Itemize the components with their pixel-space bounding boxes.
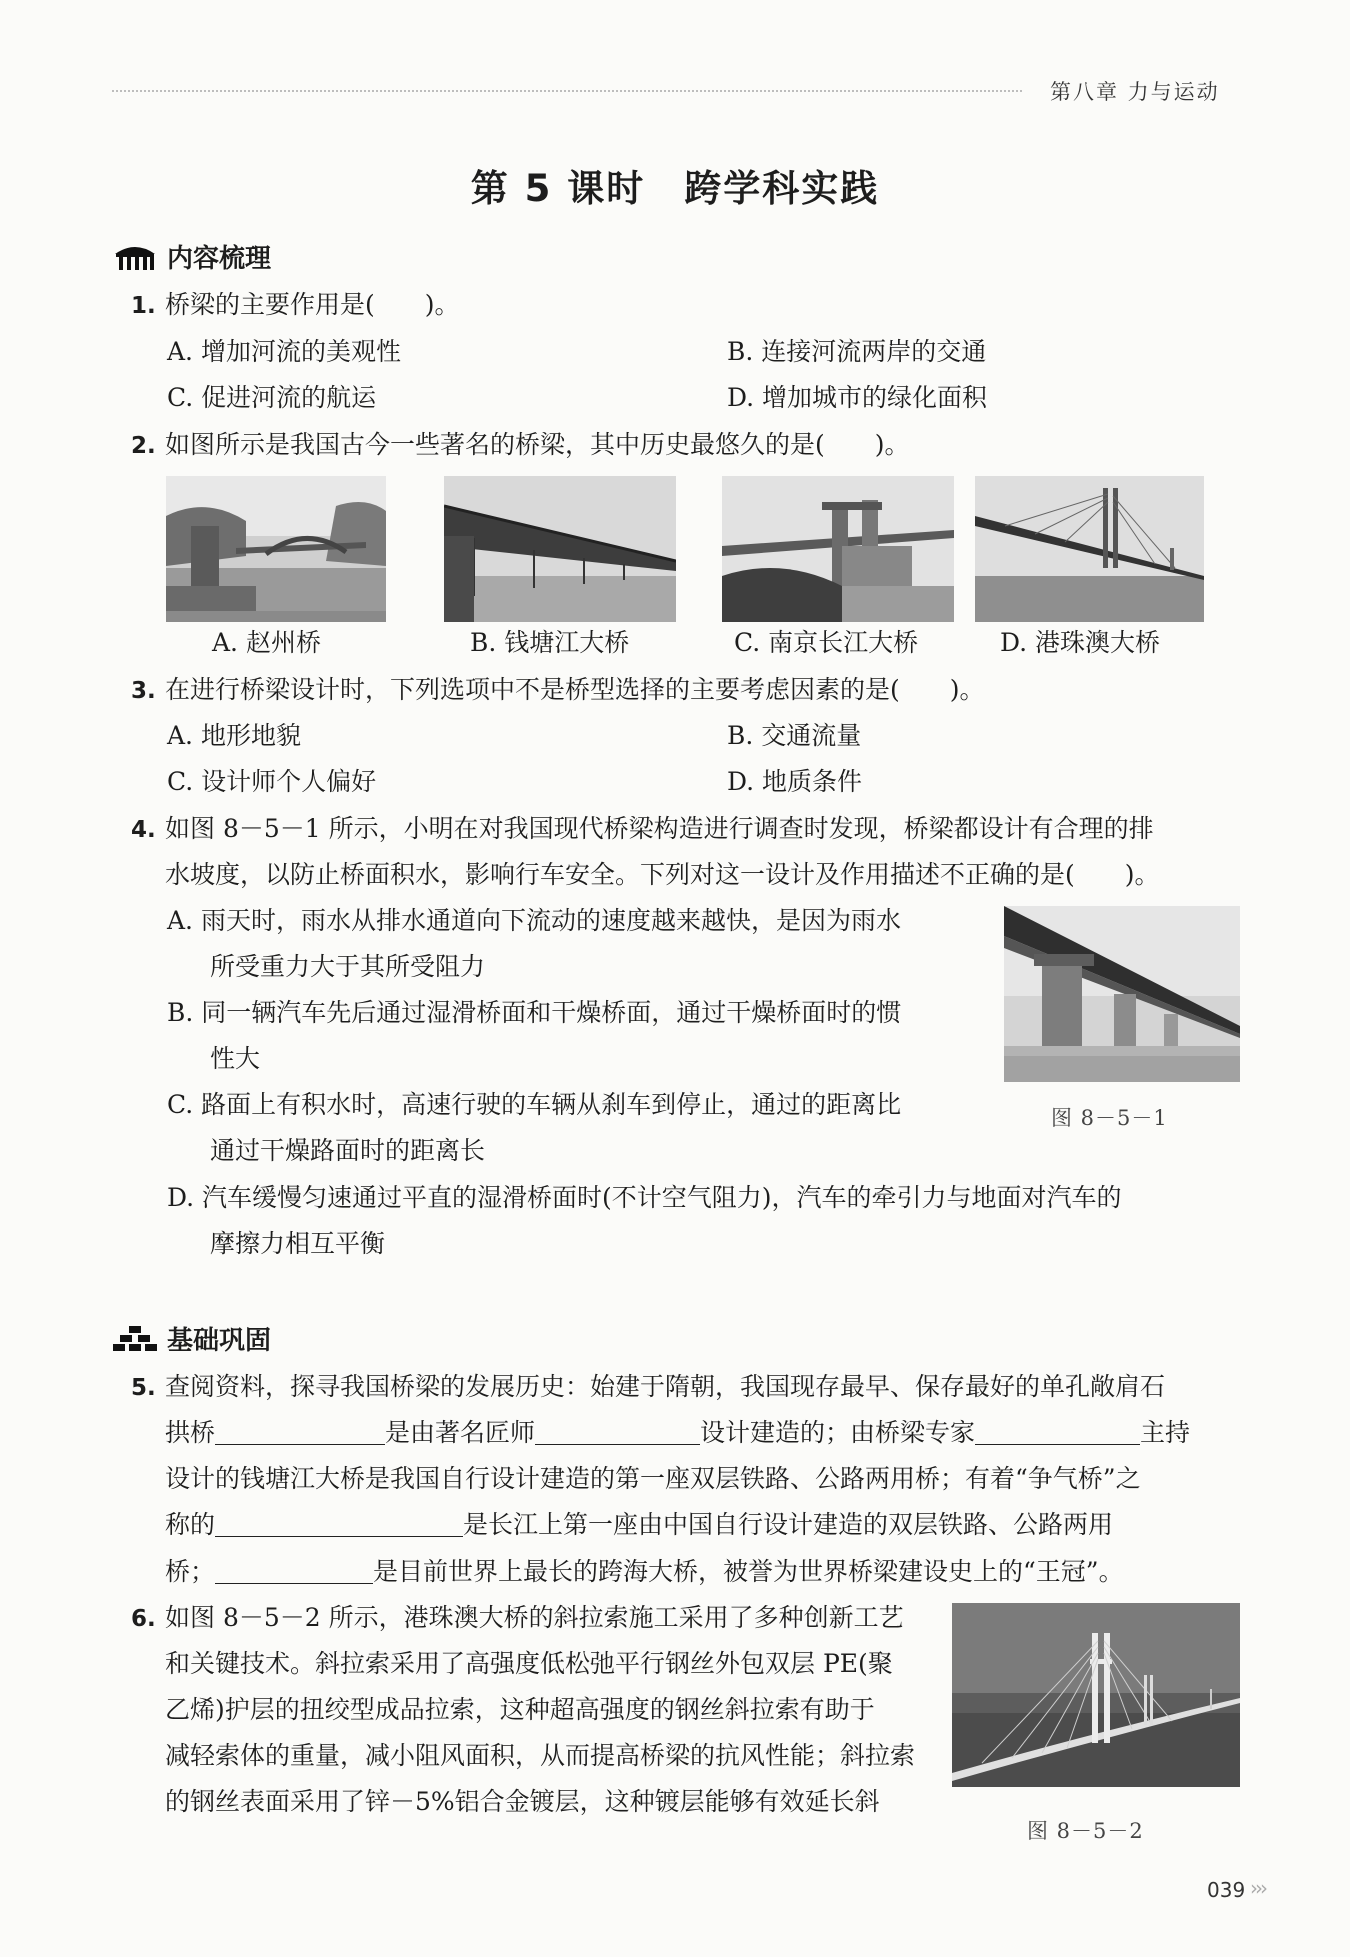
question-line-1: 如图 8－5－2 所示，港珠澳大桥的斜拉索施工采用了多种创新工艺 xyxy=(165,1603,904,1632)
figure-caption: 图 8－5－1 xyxy=(1051,1106,1168,1130)
question-6-line-2: 和关键技术。斜拉索采用了高强度低松弛平行钢丝外包双层 PE(聚 xyxy=(165,1649,893,1678)
page-number: 039 xyxy=(1207,1878,1246,1902)
question-number: 4. xyxy=(131,817,156,843)
qiantang-bridge-photo xyxy=(444,476,676,622)
option-c-line-1: C. 路面上有积水时，高速行驶的车辆从刹车到停止，通过的距离比 xyxy=(167,1090,902,1119)
question-5-line-4 xyxy=(165,1508,1113,1542)
option-d: D. 地质条件 xyxy=(727,767,863,796)
text: 拱桥 xyxy=(165,1418,216,1447)
nanjing-bridge-photo xyxy=(722,476,954,622)
question-4 xyxy=(131,812,1154,847)
text: 主持 xyxy=(1140,1418,1191,1447)
question-stem: 在进行桥梁设计时，下列选项中不是桥型选择的主要考虑因素的是( )。 xyxy=(165,675,985,704)
hzmb-bridge-photo-small xyxy=(975,476,1204,622)
text: 称的 xyxy=(165,1510,216,1539)
option-b: B. 交通流量 xyxy=(727,721,862,750)
question-2 xyxy=(131,428,910,463)
answer-blank-5[interactable] xyxy=(215,1557,373,1584)
figure-caption-b: B. 钱塘江大桥 xyxy=(470,628,630,657)
option-b: B. 连接河流两岸的交通 xyxy=(727,337,987,366)
question-6-line-4: 减轻索体的重量，减小阻风面积，从而提高桥梁的抗风性能；斜拉索 xyxy=(165,1741,916,1770)
question-number: 2. xyxy=(131,433,156,459)
question-5-line-3: 设计的钱塘江大桥是我国自行设计建造的第一座双层铁路、公路两用桥；有着“争气桥”之 xyxy=(165,1464,1141,1493)
question-stem: 桥梁的主要作用是( )。 xyxy=(165,290,460,319)
question-stem-line-1: 如图 8－5－1 所示，小明在对我国现代桥梁构造进行调查时发现，桥梁都设计有合理的排 xyxy=(165,814,1154,843)
option-d-line-2: 摩擦力相互平衡 xyxy=(210,1229,386,1258)
figure-caption-a: A. 赵州桥 xyxy=(212,628,321,657)
option-b-line-1: B. 同一辆汽车先后通过湿滑桥面和干燥桥面，通过干燥桥面时的惯 xyxy=(167,998,902,1027)
question-6-line-5: 的钢丝表面采用了锌－5%铝合金镀层，这种镀层能够有效延长斜 xyxy=(165,1787,880,1816)
option-c-line-2: 通过干燥路面时的距离长 xyxy=(210,1136,486,1165)
option-d: D. 增加城市的绿化面积 xyxy=(727,383,988,412)
section-title: 基础巩固 xyxy=(167,1326,272,1356)
answer-blank-3[interactable] xyxy=(975,1418,1140,1445)
question-5 xyxy=(131,1370,1165,1405)
option-d-line-1: D. 汽车缓慢匀速通过平直的湿滑桥面时(不计空气阻力)，汽车的牵引力与地面对汽车的 xyxy=(167,1183,1122,1212)
section-title: 内容梳理 xyxy=(167,244,272,274)
figure-caption-d: D. 港珠澳大桥 xyxy=(1000,628,1161,657)
text: 桥； xyxy=(165,1557,216,1586)
text: 是目前世界上最长的跨海大桥，被誉为世界桥梁建设史上的“王冠”。 xyxy=(373,1557,1124,1586)
question-5-line-2 xyxy=(165,1416,1190,1450)
header-rule xyxy=(112,90,1022,92)
columns-icon xyxy=(113,242,157,272)
question-6 xyxy=(131,1601,904,1636)
question-number: 5. xyxy=(131,1375,156,1401)
hzmb-cable-stayed-photo xyxy=(952,1603,1240,1787)
question-1 xyxy=(131,288,460,323)
question-stem: 如图所示是我国古今一些著名的桥梁，其中历史最悠久的是( )。 xyxy=(165,430,910,459)
question-number: 3. xyxy=(131,678,156,704)
question-stem-line-2: 水坡度，以防止桥面积水，影响行车安全。下列对这一设计及作用描述不正确的是( )。 xyxy=(165,860,1160,889)
zhaozhou-bridge-photo xyxy=(166,476,386,622)
option-a: A. 增加河流的美观性 xyxy=(167,337,401,366)
answer-blank-1[interactable] xyxy=(215,1418,385,1445)
text: 是由著名匠师 xyxy=(385,1418,536,1447)
question-3 xyxy=(131,673,985,708)
answer-blank-4[interactable] xyxy=(215,1510,463,1537)
question-6-line-3: 乙烯)护层的扭绞型成品拉索，这种超高强度的钢丝斜拉索有助于 xyxy=(165,1695,875,1724)
option-a: A. 地形地貌 xyxy=(167,721,301,750)
next-page-arrows-icon: ››› xyxy=(1250,1876,1265,1900)
section-heading-consolidation xyxy=(113,1320,271,1357)
bridge-underside-photo xyxy=(1004,906,1240,1082)
option-c: C. 促进河流的航运 xyxy=(167,383,377,412)
option-a-line-1: A. 雨天时，雨水从排水通道向下流动的速度越来越快，是因为雨水 xyxy=(167,906,901,935)
figure-caption-c: C. 南京长江大桥 xyxy=(734,628,919,657)
option-c: C. 设计师个人偏好 xyxy=(167,767,377,796)
section-heading-review xyxy=(113,238,271,275)
text: 设计建造的；由桥梁专家 xyxy=(700,1418,976,1447)
figure-caption: 图 8－5－2 xyxy=(1027,1819,1144,1843)
option-a-line-2: 所受重力大于其所受阻力 xyxy=(210,952,486,981)
question-line-1: 查阅资料，探寻我国桥梁的发展历史：始建于隋朝，我国现存最早、保存最好的单孔敞肩石 xyxy=(165,1372,1166,1401)
question-5-line-5 xyxy=(165,1555,1124,1589)
question-number: 6. xyxy=(131,1606,156,1632)
question-number: 1. xyxy=(131,293,156,319)
chapter-header: 第八章 力与运动 xyxy=(1050,80,1220,104)
lesson-title: 第 5 课时 跨学科实践 xyxy=(470,167,880,210)
answer-blank-2[interactable] xyxy=(535,1418,700,1445)
stacked-blocks-icon xyxy=(113,1324,157,1354)
option-b-line-2: 性大 xyxy=(210,1044,261,1073)
text: 是长江上第一座由中国自行设计建造的双层铁路、公路两用 xyxy=(463,1510,1114,1539)
